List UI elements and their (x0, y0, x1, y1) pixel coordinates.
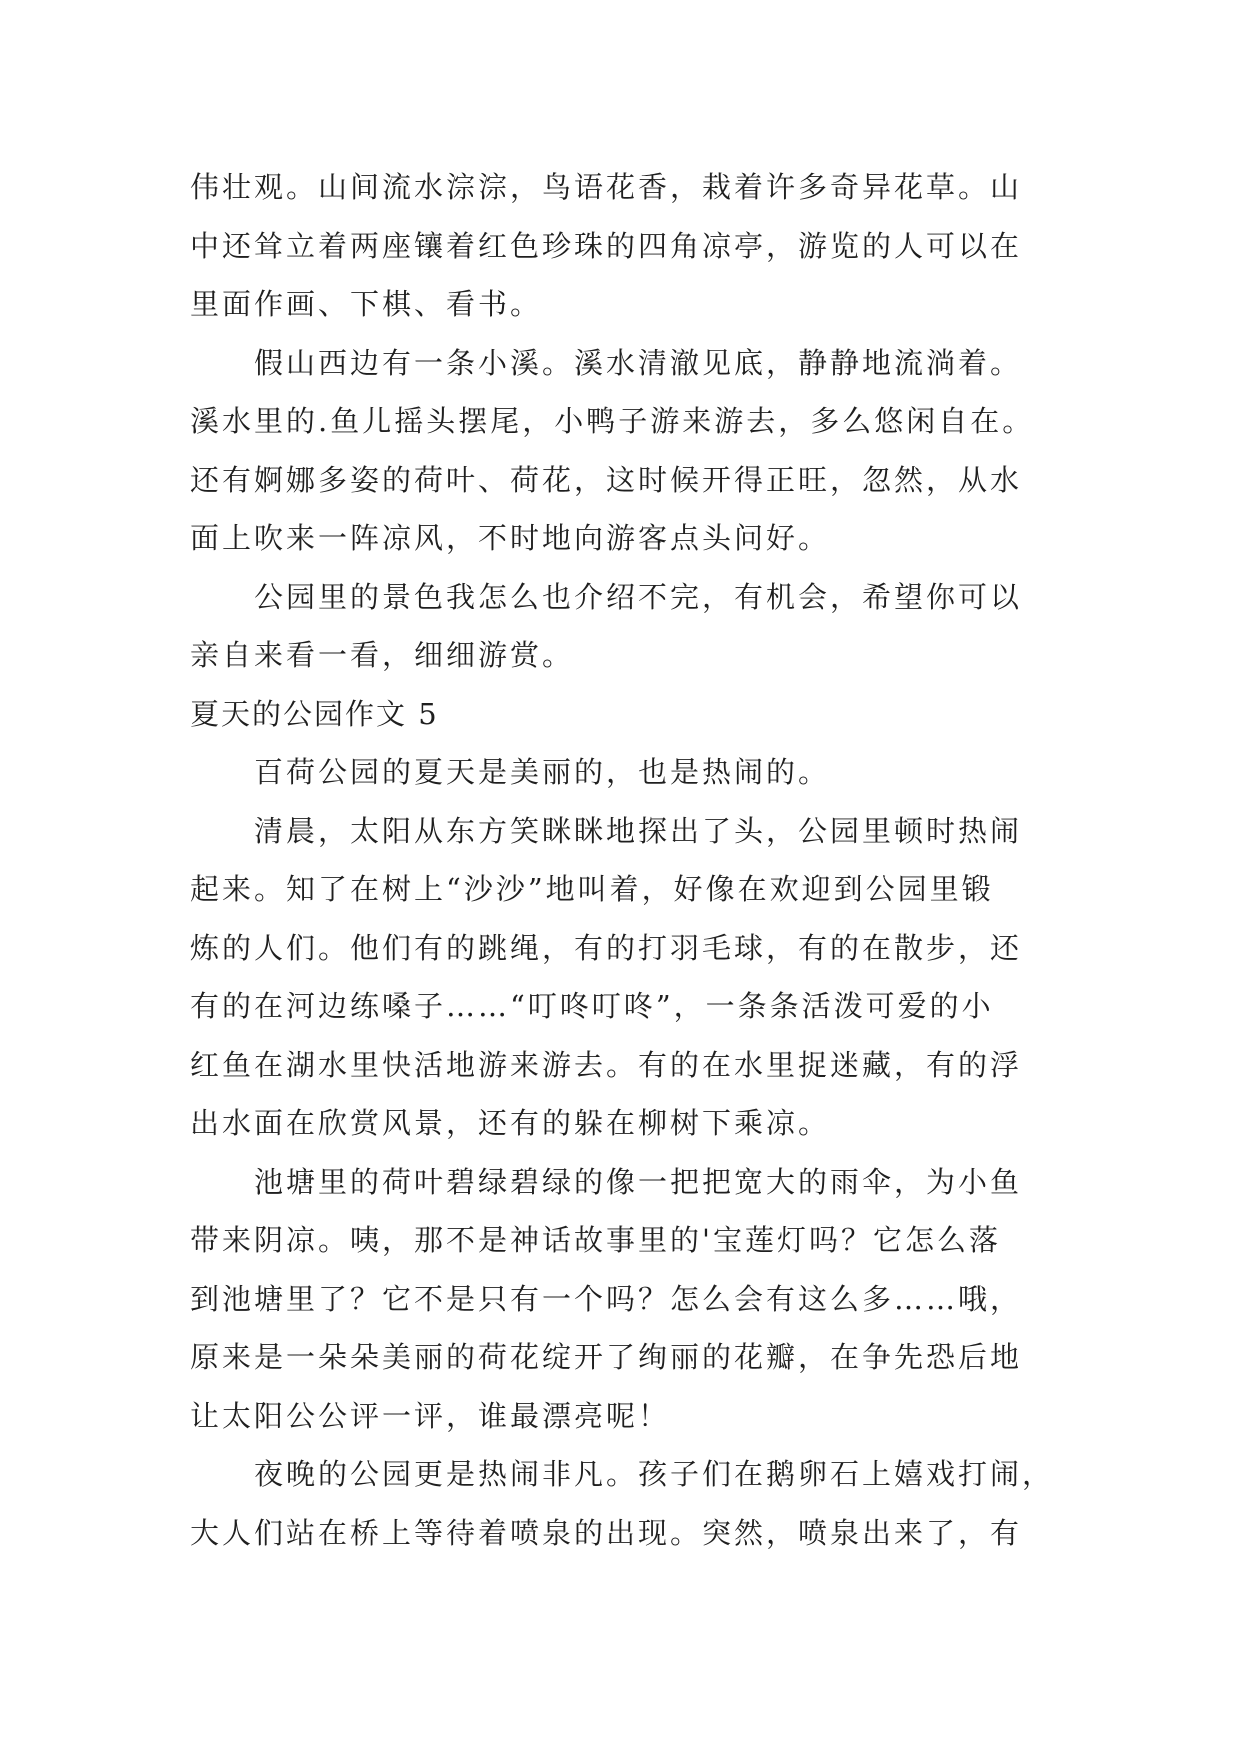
text-line: 还有婀娜多姿的荷叶、荷花，这时候开得正旺，忽然，从水 (190, 462, 1023, 497)
text-line: 起来。知了在树上“沙沙”地叫着，好像在欢迎到公园里锻 (190, 872, 994, 906)
text-line: 炼的人们。他们有的跳绳，有的打羽毛球，有的在散步，还 (190, 930, 1023, 965)
document-body (190, 158, 1070, 1562)
text-line: 原来是一朵朵美丽的荷花绽开了绚丽的花瓣，在争先恐后地 (190, 1340, 1023, 1374)
text-line: 伟壮观。山间流水淙淙，鸟语花香，栽着许多奇异花草。山 (190, 170, 1023, 204)
paragraph-start-line: 公园里的景色我怎么也介绍不完，有机会，希望你可以 (254, 579, 1023, 614)
text-line: 有的在河边练嗓子……“叮咚叮咚”，一条条活泼可爱的小 (190, 989, 994, 1023)
text-line: 大人们站在桥上等待着喷泉的出现。突然，喷泉出来了，有 (190, 1515, 1023, 1550)
text-line: 出水面在欣赏风景，还有的躲在柳树下乘凉。 (190, 1106, 831, 1140)
section-heading: 夏天的公园作文 5 (190, 696, 439, 731)
paragraph-start-line: 假山西边有一条小溪。溪水清澈见底，静静地流淌着。 (254, 345, 1023, 380)
text-line: 面上吹来一阵凉风，不时地向游客点头问好。 (190, 521, 831, 555)
text-line: 中还耸立着两座镶着红色珍珠的四角凉亭，游览的人可以在 (190, 228, 1023, 263)
paragraph-start-line: 清晨，太阳从东方笑眯眯地探出了头，公园里顿时热闹 (254, 813, 1023, 848)
text-line: 到池塘里了？它不是只有一个吗？怎么会有这么多……哦， (190, 1281, 1023, 1316)
text-line: 带来阴凉。咦，那不是神话故事里的'宝莲灯吗？它怎么落 (190, 1223, 1001, 1257)
paragraph-start-line: 夜晚的公园更是热闹非凡。孩子们在鹅卵石上嬉戏打闹， (254, 1457, 1055, 1491)
paragraph-start-line: 池塘里的荷叶碧绿碧绿的像一把把宽大的雨伞，为小鱼 (254, 1164, 1023, 1199)
text-line: 让太阳公公评一评，谁最漂亮呢！ (190, 1398, 671, 1433)
paragraph-start-line: 百荷公园的夏天是美丽的，也是热闹的。 (254, 755, 831, 789)
text-line: 溪水里的.鱼儿摇头摆尾，小鸭子游来游去，多么悠闲自在。 (190, 404, 1035, 438)
text-line: 亲自来看一看，细细游赏。 (190, 638, 575, 672)
text-line: 里面作画、下棋、看书。 (190, 287, 543, 321)
text-line: 红鱼在湖水里快活地游来游去。有的在水里捉迷藏，有的浮 (190, 1047, 1023, 1082)
